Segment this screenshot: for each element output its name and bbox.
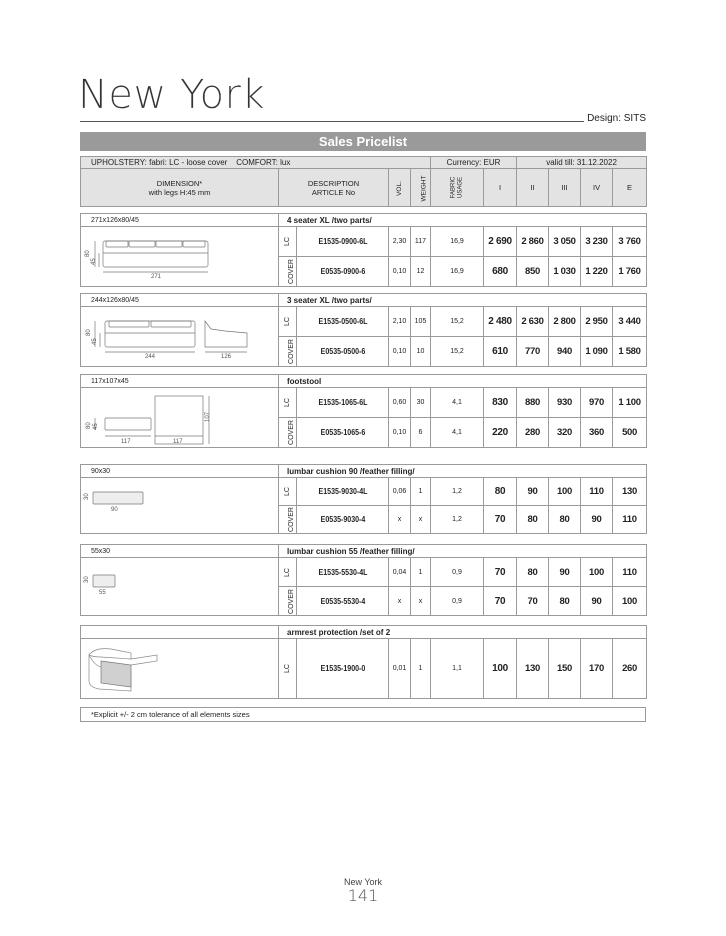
product-drawing xyxy=(81,639,279,699)
weight-value: 30 xyxy=(411,388,431,418)
product-section xyxy=(80,213,647,287)
dimension-header: DIMENSION* with legs H:45 mm xyxy=(81,169,279,207)
footer-collection-name: New York xyxy=(343,877,383,887)
price-cell: 80 xyxy=(484,478,517,506)
product-name: footstool xyxy=(279,375,647,388)
price-cell: 90 xyxy=(581,506,613,534)
product-dimension: 271x126x80/45 xyxy=(81,214,279,227)
price-group-header: I xyxy=(484,169,517,207)
article-number: E1535-0500-6L xyxy=(302,307,383,337)
drawing-label: 90 xyxy=(111,507,118,513)
product-section xyxy=(80,544,647,616)
fabric-usage-value: 0,9 xyxy=(431,587,484,616)
fabric-usage-value: 16,9 xyxy=(431,257,484,287)
price-cell: 70 xyxy=(484,587,517,616)
price-cell: 3 760 xyxy=(613,227,647,257)
product-dimension: 117x107x45 xyxy=(81,375,279,388)
price-group-header: E xyxy=(613,169,647,207)
fabric-usage-header: FABRIC USAGE xyxy=(431,169,484,207)
price-cell: 2 630 xyxy=(517,307,549,337)
volume-value: 0,10 xyxy=(389,337,411,367)
fabric-usage-value: 16,9 xyxy=(431,227,484,257)
article-number: E1535-5530-4L xyxy=(302,558,383,587)
drawing-label: 80 xyxy=(85,250,91,257)
price-cell: 2 800 xyxy=(549,307,581,337)
price-cell: 130 xyxy=(613,478,647,506)
article-number: E0535-0900-6 xyxy=(302,257,383,287)
fabric-usage-value: 1,1 xyxy=(431,639,484,699)
variant-type: COVER xyxy=(279,587,297,616)
price-cell: 90 xyxy=(549,558,581,587)
price-cell: 80 xyxy=(549,506,581,534)
product-drawing xyxy=(81,388,279,448)
drawing-label: 45 xyxy=(91,258,97,265)
drawing-label: 80 xyxy=(86,422,92,429)
price-cell: 1 580 xyxy=(613,337,647,367)
variant-type: COVER xyxy=(279,506,297,534)
volume-value: x xyxy=(389,506,411,534)
price-cell: 2 950 xyxy=(581,307,613,337)
article-number: E0535-0500-6 xyxy=(302,337,383,367)
volume-value: 0,04 xyxy=(389,558,411,587)
product-name: armrest protection /set of 2 xyxy=(279,626,647,639)
valid-info: valid till: 31.12.2022 xyxy=(517,157,647,169)
fabric-usage-value: 0,9 xyxy=(431,558,484,587)
price-cell: 850 xyxy=(517,257,549,287)
weight-value: 6 xyxy=(411,418,431,448)
volume-value: 0,01 xyxy=(389,639,411,699)
page-number: 141 xyxy=(347,886,379,905)
price-cell: 70 xyxy=(484,506,517,534)
price-cell: 610 xyxy=(484,337,517,367)
price-cell: 80 xyxy=(549,587,581,616)
volume-value: 0,60 xyxy=(389,388,411,418)
product-name: 3 seater XL /two parts/ xyxy=(279,294,647,307)
tolerance-note: *Explicit +/- 2 cm tolerance of all elements sizes xyxy=(80,707,646,722)
product-dimension xyxy=(81,626,279,639)
price-cell: 150 xyxy=(549,639,581,699)
volume-value: 0,06 xyxy=(389,478,411,506)
weight-value: x xyxy=(411,587,431,616)
upholstery-info: UPHOLSTERY: fabri: LC - loose cover COMFORT: lux xyxy=(81,157,431,169)
fabric-usage-value: 15,2 xyxy=(431,337,484,367)
weight-value: 1 xyxy=(411,639,431,699)
price-cell: 1 100 xyxy=(613,388,647,418)
variant-type: LC xyxy=(279,388,297,418)
article-number: E1535-9030-4L xyxy=(302,478,383,506)
price-cell: 110 xyxy=(581,478,613,506)
fabric-usage-value: 15,2 xyxy=(431,307,484,337)
product-name: 4 seater XL /two parts/ xyxy=(279,214,647,227)
price-cell: 930 xyxy=(549,388,581,418)
price-cell: 100 xyxy=(613,587,647,616)
description-header: DESCRIPTION ARTICLE No xyxy=(279,169,389,207)
drawing-label: 30 xyxy=(84,493,90,500)
price-cell: 1 030 xyxy=(549,257,581,287)
product-section xyxy=(80,374,647,448)
weight-value: 105 xyxy=(411,307,431,337)
drawing-label: 107 xyxy=(205,411,211,422)
fabric-usage-value: 1,2 xyxy=(431,506,484,534)
price-cell: 880 xyxy=(517,388,549,418)
product-section xyxy=(80,625,647,699)
product-drawing xyxy=(81,478,279,534)
price-cell: 2 860 xyxy=(517,227,549,257)
vol-header: VOL. xyxy=(389,169,411,207)
weight-value: 1 xyxy=(411,558,431,587)
price-cell: 170 xyxy=(581,639,613,699)
price-cell: 2 690 xyxy=(484,227,517,257)
page-title: New York xyxy=(78,72,266,118)
price-cell: 100 xyxy=(581,558,613,587)
product-drawing xyxy=(81,558,279,616)
price-cell: 70 xyxy=(517,587,549,616)
price-cell: 320 xyxy=(549,418,581,448)
product-dimension: 55x30 xyxy=(81,545,279,558)
fabric-usage-value: 1,2 xyxy=(431,478,484,506)
product-section xyxy=(80,464,647,534)
variant-type: LC xyxy=(279,307,297,337)
weight-header: WEIGHT xyxy=(411,169,431,207)
price-cell: 770 xyxy=(517,337,549,367)
price-cell: 260 xyxy=(613,639,647,699)
price-cell: 80 xyxy=(517,558,549,587)
variant-type: LC xyxy=(279,227,297,257)
variant-type: LC xyxy=(279,478,297,506)
product-drawing xyxy=(81,227,279,287)
drawing-label: 126 xyxy=(221,354,232,360)
volume-value: 0,10 xyxy=(389,257,411,287)
price-cell: 70 xyxy=(484,558,517,587)
weight-value: 10 xyxy=(411,337,431,367)
product-name: lumbar cushion 90 /feather filling/ xyxy=(279,465,647,478)
volume-value: x xyxy=(389,587,411,616)
volume-value: 0,10 xyxy=(389,418,411,448)
variant-type: COVER xyxy=(279,418,297,448)
price-cell: 680 xyxy=(484,257,517,287)
drawing-label: 244 xyxy=(145,354,156,360)
title-divider xyxy=(80,121,584,122)
price-cell: 1 220 xyxy=(581,257,613,287)
price-cell: 1 760 xyxy=(613,257,647,287)
drawing-label: 45 xyxy=(93,423,99,430)
price-cell: 90 xyxy=(517,478,549,506)
product-drawing xyxy=(81,307,279,367)
product-name: lumbar cushion 55 /feather filling/ xyxy=(279,545,647,558)
drawing-label: 117 xyxy=(121,439,131,445)
volume-value: 2,10 xyxy=(389,307,411,337)
fabric-usage-value: 4,1 xyxy=(431,418,484,448)
price-cell: 3 050 xyxy=(549,227,581,257)
drawing-label: 45 xyxy=(92,338,98,345)
price-cell: 90 xyxy=(581,587,613,616)
price-group-header: IV xyxy=(581,169,613,207)
article-number: E0535-9030-4 xyxy=(302,506,383,534)
product-section xyxy=(80,293,647,367)
price-cell: 110 xyxy=(613,558,647,587)
weight-value: x xyxy=(411,506,431,534)
price-cell: 970 xyxy=(581,388,613,418)
product-dimension: 90x30 xyxy=(81,465,279,478)
article-number: E1535-0900-6L xyxy=(302,227,383,257)
price-cell: 940 xyxy=(549,337,581,367)
price-cell: 110 xyxy=(613,506,647,534)
price-cell: 280 xyxy=(517,418,549,448)
price-cell: 830 xyxy=(484,388,517,418)
pricelist-header xyxy=(80,156,647,207)
article-number: E0535-1065-6 xyxy=(302,418,383,448)
pricelist-banner: Sales Pricelist xyxy=(80,132,646,151)
price-group-header: III xyxy=(549,169,581,207)
variant-type: LC xyxy=(279,558,297,587)
volume-value: 2,30 xyxy=(389,227,411,257)
product-dimension: 244x126x80/45 xyxy=(81,294,279,307)
price-cell: 220 xyxy=(484,418,517,448)
price-cell: 100 xyxy=(484,639,517,699)
article-number: E1535-1065-6L xyxy=(302,388,383,418)
variant-type: LC xyxy=(279,639,297,699)
drawing-label: 30 xyxy=(84,576,90,583)
price-cell: 360 xyxy=(581,418,613,448)
article-number: E1535-1900-0 xyxy=(302,639,383,699)
weight-value: 117 xyxy=(411,227,431,257)
fabric-usage-value: 4,1 xyxy=(431,388,484,418)
price-cell: 80 xyxy=(517,506,549,534)
variant-type: COVER xyxy=(279,257,297,287)
weight-value: 12 xyxy=(411,257,431,287)
drawing-label: 117 xyxy=(173,439,183,445)
drawing-label: 271 xyxy=(151,274,162,280)
price-cell: 500 xyxy=(613,418,647,448)
price-cell: 1 090 xyxy=(581,337,613,367)
price-cell: 3 440 xyxy=(613,307,647,337)
currency-info: Currency: EUR xyxy=(431,157,517,169)
design-credit: Design: SITS xyxy=(587,113,646,124)
price-group-header: II xyxy=(517,169,549,207)
price-cell: 2 480 xyxy=(484,307,517,337)
drawing-label: 55 xyxy=(99,590,106,596)
price-cell: 100 xyxy=(549,478,581,506)
variant-type: COVER xyxy=(279,337,297,367)
price-cell: 130 xyxy=(517,639,549,699)
drawing-label: 80 xyxy=(86,329,92,336)
article-number: E0535-5530-4 xyxy=(302,587,383,616)
weight-value: 1 xyxy=(411,478,431,506)
price-cell: 3 230 xyxy=(581,227,613,257)
